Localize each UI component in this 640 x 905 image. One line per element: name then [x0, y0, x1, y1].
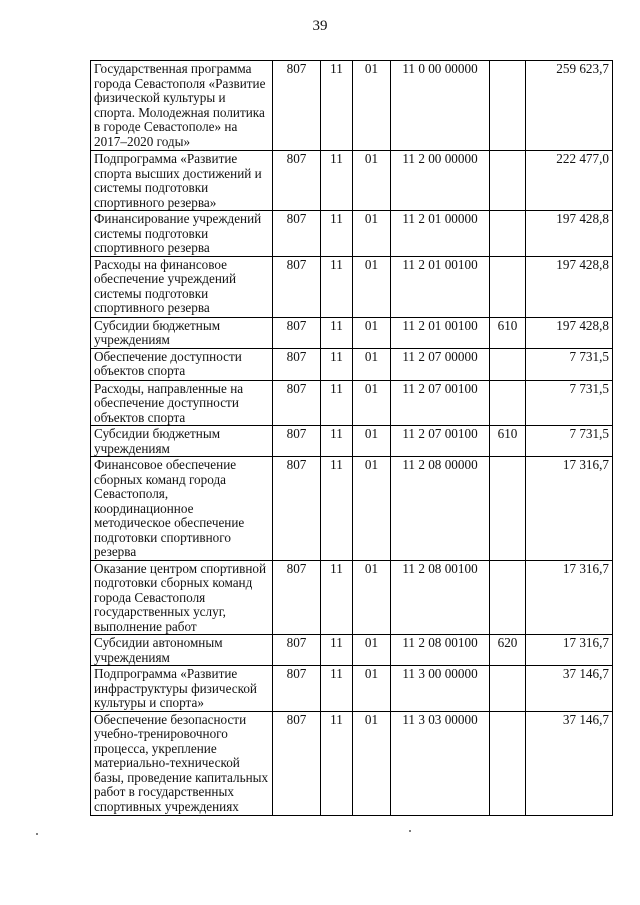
ministry-code-cell: 807 [273, 256, 321, 317]
table-row [91, 426, 613, 457]
subsection-code-cell: 01 [353, 211, 391, 257]
subsection-code-cell: 01 [353, 666, 391, 712]
section-code-cell: 11 [321, 348, 353, 380]
row-name-cell: Финансирование учреждений системы подготовки спортивного резерва [91, 211, 273, 257]
expense-type-cell [490, 711, 526, 815]
subsection-code-cell: 01 [353, 635, 391, 666]
section-code-cell: 11 [321, 635, 353, 666]
section-code-cell: 11 [321, 711, 353, 815]
expense-type-cell [490, 256, 526, 317]
page-number: 39 [312, 18, 328, 34]
ministry-code-cell: 807 [273, 666, 321, 712]
expense-type-cell [490, 560, 526, 635]
section-code-cell: 11 [321, 211, 353, 257]
amount-cell: 259 623,7 [526, 61, 613, 151]
subsection-code-cell: 01 [353, 256, 391, 317]
table-row [91, 560, 613, 635]
budget-table [90, 60, 613, 816]
subsection-code-cell: 01 [353, 317, 391, 348]
target-article-cell: 11 2 07 00100 [391, 426, 490, 457]
row-name-cell: Государственная программа города Севастополя «Развитие физической культуры и спорта. Молодежная политика в городе Севастополе» на 2017–2020 годы» [91, 61, 273, 151]
subsection-code-cell: 01 [353, 348, 391, 380]
amount-cell: 7 731,5 [526, 426, 613, 457]
section-code-cell: 11 [321, 317, 353, 348]
target-article-cell: 11 3 00 00000 [391, 666, 490, 712]
row-name-cell: Обеспечение доступности объектов спорта [91, 348, 273, 380]
table-row [91, 711, 613, 815]
target-article-cell: 11 0 00 00000 [391, 61, 490, 151]
subsection-code-cell: 01 [353, 457, 391, 561]
ministry-code-cell: 807 [273, 635, 321, 666]
expense-type-cell [490, 151, 526, 211]
target-article-cell: 11 2 08 00100 [391, 635, 490, 666]
section-code-cell: 11 [321, 426, 353, 457]
table-row [91, 211, 613, 257]
ministry-code-cell: 807 [273, 151, 321, 211]
table-row [91, 61, 613, 151]
row-name-cell: Расходы на финансовое обеспечение учреждений системы подготовки спортивного резерва [91, 256, 273, 317]
amount-cell: 7 731,5 [526, 348, 613, 380]
section-code-cell: 11 [321, 666, 353, 712]
amount-cell: 17 316,7 [526, 560, 613, 635]
ministry-code-cell: 807 [273, 457, 321, 561]
expense-type-cell [490, 457, 526, 561]
row-name-cell: Подпрограмма «Развитие спорта высших достижений и системы подготовки спортивного резерва» [91, 151, 273, 211]
amount-cell: 222 477,0 [526, 151, 613, 211]
ministry-code-cell: 807 [273, 560, 321, 635]
target-article-cell: 11 2 07 00100 [391, 380, 490, 426]
table-row [91, 666, 613, 712]
row-name-cell: Подпрограмма «Развитие инфраструктуры физической культуры и спорта» [91, 666, 273, 712]
amount-cell: 197 428,8 [526, 211, 613, 257]
expense-type-cell: 610 [490, 426, 526, 457]
ministry-code-cell: 807 [273, 426, 321, 457]
scan-speck [36, 833, 38, 835]
target-article-cell: 11 2 01 00100 [391, 256, 490, 317]
expense-type-cell [490, 211, 526, 257]
subsection-code-cell: 01 [353, 560, 391, 635]
section-code-cell: 11 [321, 151, 353, 211]
ministry-code-cell: 807 [273, 317, 321, 348]
table-row [91, 317, 613, 348]
table-body [91, 61, 613, 816]
expense-type-cell [490, 61, 526, 151]
target-article-cell: 11 2 08 00100 [391, 560, 490, 635]
expense-type-cell [490, 380, 526, 426]
amount-cell: 197 428,8 [526, 256, 613, 317]
ministry-code-cell: 807 [273, 348, 321, 380]
amount-cell: 7 731,5 [526, 380, 613, 426]
amount-cell: 37 146,7 [526, 666, 613, 712]
amount-cell: 17 316,7 [526, 635, 613, 666]
amount-cell: 197 428,8 [526, 317, 613, 348]
scan-speck [409, 830, 411, 832]
section-code-cell: 11 [321, 256, 353, 317]
row-name-cell: Субсидии бюджетным учреждениям [91, 317, 273, 348]
subsection-code-cell: 01 [353, 61, 391, 151]
row-name-cell: Обеспечение безопасности учебно-тренировочного процесса, укрепление материально-технической базы, проведение капитальных работ в государственных спортивных учреждениях [91, 711, 273, 815]
subsection-code-cell: 01 [353, 151, 391, 211]
row-name-cell: Оказание центром спортивной подготовки сборных команд города Севастополя государственных услуг, выполнение работ [91, 560, 273, 635]
subsection-code-cell: 01 [353, 380, 391, 426]
ministry-code-cell: 807 [273, 211, 321, 257]
ministry-code-cell: 807 [273, 380, 321, 426]
expense-type-cell: 610 [490, 317, 526, 348]
target-article-cell: 11 2 07 00000 [391, 348, 490, 380]
target-article-cell: 11 2 01 00100 [391, 317, 490, 348]
target-article-cell: 11 2 01 00000 [391, 211, 490, 257]
table-row [91, 151, 613, 211]
row-name-cell: Субсидии бюджетным учреждениям [91, 426, 273, 457]
expense-type-cell [490, 348, 526, 380]
amount-cell: 17 316,7 [526, 457, 613, 561]
table-row [91, 457, 613, 561]
row-name-cell: Расходы, направленные на обеспечение доступности объектов спорта [91, 380, 273, 426]
section-code-cell: 11 [321, 560, 353, 635]
ministry-code-cell: 807 [273, 711, 321, 815]
target-article-cell: 11 2 00 00000 [391, 151, 490, 211]
section-code-cell: 11 [321, 61, 353, 151]
table-row [91, 256, 613, 317]
table-row [91, 635, 613, 666]
target-article-cell: 11 2 08 00000 [391, 457, 490, 561]
ministry-code-cell: 807 [273, 61, 321, 151]
amount-cell: 37 146,7 [526, 711, 613, 815]
target-article-cell: 11 3 03 00000 [391, 711, 490, 815]
row-name-cell: Субсидии автономным учреждениям [91, 635, 273, 666]
subsection-code-cell: 01 [353, 711, 391, 815]
table-row [91, 348, 613, 380]
subsection-code-cell: 01 [353, 426, 391, 457]
expense-type-cell: 620 [490, 635, 526, 666]
section-code-cell: 11 [321, 457, 353, 561]
section-code-cell: 11 [321, 380, 353, 426]
expense-type-cell [490, 666, 526, 712]
row-name-cell: Финансовое обеспечение сборных команд города Севастополя, координационное методическое обеспечение подготовки спортивного резерва [91, 457, 273, 561]
table-row [91, 380, 613, 426]
